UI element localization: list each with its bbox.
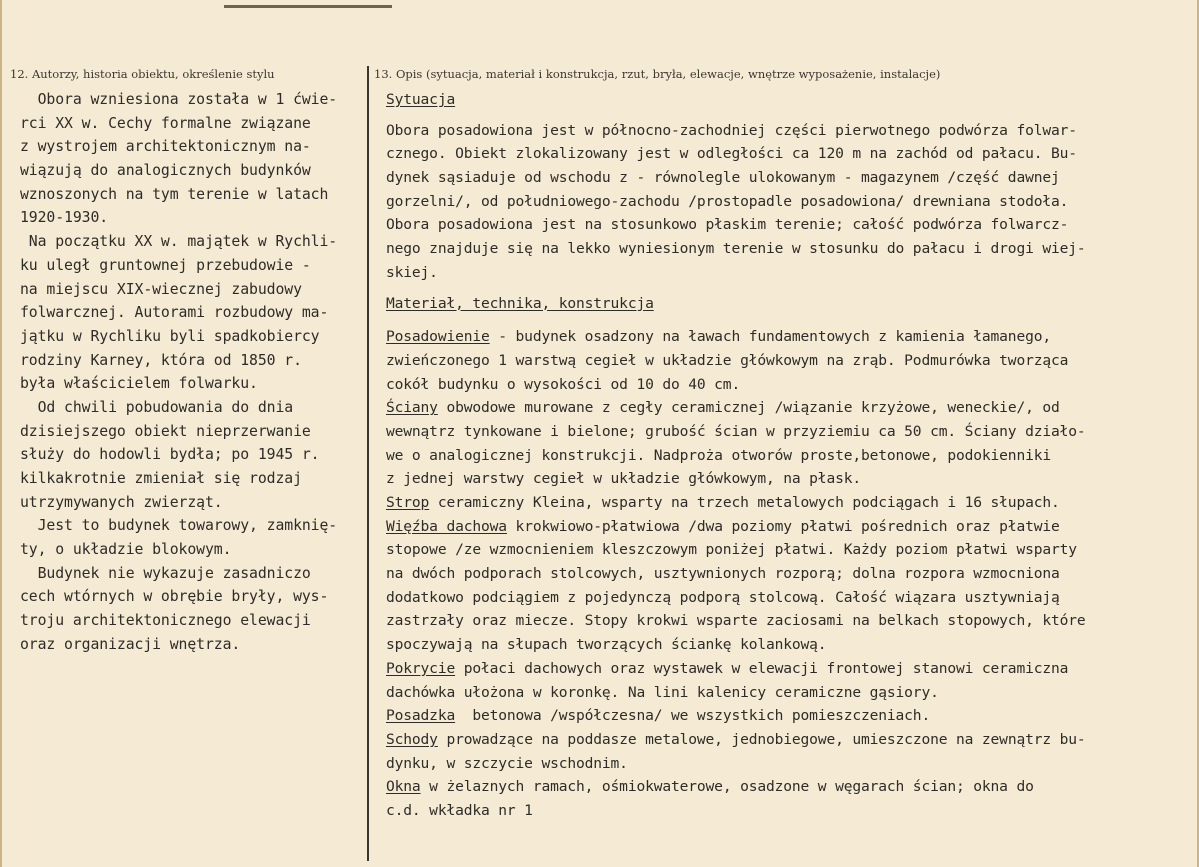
wiezba-term: Więźba dachowa (386, 517, 507, 535)
wiezba-line: dodatkowo podciągiem z pojedynczą podporą stolcową. Całość wiązara usztywniają (386, 588, 1060, 606)
history-line: troju architektonicznego elewacji (20, 612, 311, 630)
history-column (20, 88, 368, 657)
history-line: ty, o układzie blokowym. (20, 541, 232, 559)
schody-term: Schody (386, 730, 438, 748)
continuation-note: c.d. wkładka nr 1 (386, 801, 533, 819)
history-line: 1920-1930. (20, 209, 109, 227)
material-heading: Materiał, technika, konstrukcja (386, 294, 654, 312)
sytuacja-line: nego znajduje się na lekko wyniesionym terenie w stosunku do pałacu i drogi wiej- (386, 240, 1086, 258)
section-13-header: 13. Opis (sytuacja, materiał i konstrukcja, rzut, bryła, elewacje, wnętrze wyposażenie, instalacje) (374, 67, 941, 81)
history-line: utrzymywanych zwierząt. (20, 493, 223, 511)
sciany-term: Ściany (386, 399, 438, 417)
history-line: dzisiejszego obiekt nieprzerwanie (20, 422, 311, 440)
wiezba-line: stopowe /ze wzmocnieniem kleszczowym poniżej płatwi. Każdy poziom płatwi wsparty (386, 541, 1077, 559)
posadowienie-line: zwieńczonego 1 warstwą cegieł w układzie główkowym na zrąb. Podmurówka tworząca (386, 351, 1069, 369)
wiezba-line: spoczywają na słupach tworzących ściankę kolankową. (386, 636, 827, 654)
posadzka-term: Posadzka (386, 707, 456, 725)
sciany-line: we o analogicznej konstrukcji. Nadproża otworów proste,betonowe, podokienniki (386, 446, 1051, 464)
posadowienie-term: Posadowienie (386, 328, 490, 346)
okna-line: Okna w żelaznych ramach, ośmiokwaterowe, osadzone w węgarach ścian; okna do (386, 778, 1034, 796)
history-line: Budynek nie wykazuje zasadniczo (20, 564, 311, 582)
history-line: jątku w Rychliku byli spadkobiercy (20, 327, 320, 345)
history-line: rci XX w. Cechy formalne związane (20, 114, 311, 132)
strop-line: Strop ceramiczny Kleina, wsparty na trzech metalowych podciągach i 16 słupach. (386, 494, 1060, 511)
history-line: folwarcznej. Autorami rozbudowy ma- (20, 304, 329, 322)
sciany-line: Ściany obwodowe murowane z cegły ceramicznej /wiązanie krzyżowe, weneckie/, od (386, 399, 1060, 417)
section-12-header: 12. Autorzy, historia obiektu, określenie stylu (10, 67, 275, 81)
history-line: Na początku XX w. majątek w Rychli- (20, 233, 338, 251)
pokrycie-line: dachówka ułożona w koronkę. Na lini kalenicy ceramiczne gąsiory. (386, 683, 939, 701)
history-line: ku uległ gruntownej przebudowie - (20, 256, 311, 274)
history-line: z wystrojem architektonicznym na- (20, 138, 311, 156)
sytuacja-line: dynek sąsiaduje od wschodu z - równolegle ulokowanym - magazynem /część dawnej (386, 169, 1060, 187)
history-line: Obora wzniesiona została w 1 ćwie- (20, 91, 338, 108)
schody-line: Schody prowadzące na poddasze metalowe, jednobiegowe, umieszczone na zewnątrz bu- (386, 730, 1086, 748)
description-column (386, 88, 1198, 823)
history-line: służy do hodowli bydła; po 1945 r. (20, 446, 320, 464)
wiezba-line: zastrzały oraz miecze. Stopy krokwi wsparte zaciosami na belkach stopowych, które (386, 612, 1086, 630)
history-line: na miejscu XIX-wiecznej zabudowy (20, 280, 302, 298)
sytuacja-line: skiej. (386, 263, 438, 281)
sciany-line: wewnątrz tynkowane i bielone; grubość ścian w przyziemiu ca 50 cm. Ściany działo- (386, 422, 1086, 440)
history-line: rodziny Karney, która od 1850 r. (20, 351, 302, 369)
schody-line: dynku, w szczycie wschodnim. (386, 754, 628, 772)
sytuacja-line: gorzelni/, od południowego-zachodu /prostopadle posadowiona/ drewniana stodoła. (386, 192, 1069, 210)
wiezba-line: na dwóch podporach stolcowych, usztywnionych rozporą; dolna rozpora wzmocniona (386, 565, 1060, 583)
sciany-line: z jednej warstwy cegieł w układzie główkowym, na płask. (386, 470, 861, 488)
top-rule (224, 5, 392, 8)
posadowienie-line: cokół budynku o wysokości od 10 do 40 cm. (386, 375, 741, 393)
history-line: Jest to budynek towarowy, zamknię- (20, 517, 338, 535)
sytuacja-heading: Sytuacja (386, 91, 456, 108)
sytuacja-line: Obora posadowiona jest w północno-zachodniej części pierwotnego podwórza folwar- (386, 121, 1077, 139)
sytuacja-line: Obora posadowiona jest na stosunkowo płaskim terenie; całość podwórza folwarcz- (386, 216, 1069, 234)
pokrycie-term: Pokrycie (386, 659, 456, 677)
posadzka-line: Posadzka betonowa /współczesna/ we wszystkich pomieszczeniach. (386, 707, 931, 725)
history-line: była właścicielem folwarku. (20, 375, 258, 393)
history-line: oraz organizacji wnętrza. (20, 635, 241, 653)
history-line: kilkakrotnie zmieniał się rodzaj (20, 470, 302, 487)
history-line: wiązują do analogicznych budynków (20, 162, 311, 180)
pokrycie-line: Pokrycie połaci dachowych oraz wystawek w elewacji frontowej stanowi ceramiczna (386, 659, 1069, 677)
okna-term: Okna (386, 778, 421, 796)
sytuacja-line: cznego. Obiekt zlokalizowany jest w odległości ca 120 m na zachód od pałacu. Bu- (386, 145, 1077, 163)
history-line: wznoszonych na tym terenie w latach (20, 185, 329, 203)
posadowienie-line: Posadowienie - budynek osadzony na ławach fundamentowych z kamienia łamanego, (386, 328, 1051, 346)
history-line: Od chwili pobudowania do dnia (20, 398, 294, 416)
history-line: cech wtórnych w obrębie bryły, wys- (20, 588, 329, 606)
wiezba-line: Więźba dachowa krokwiowo-płatwiowa /dwa poziomy płatwi pośrednich oraz płatwie (386, 517, 1060, 535)
strop-term: Strop (386, 494, 430, 511)
